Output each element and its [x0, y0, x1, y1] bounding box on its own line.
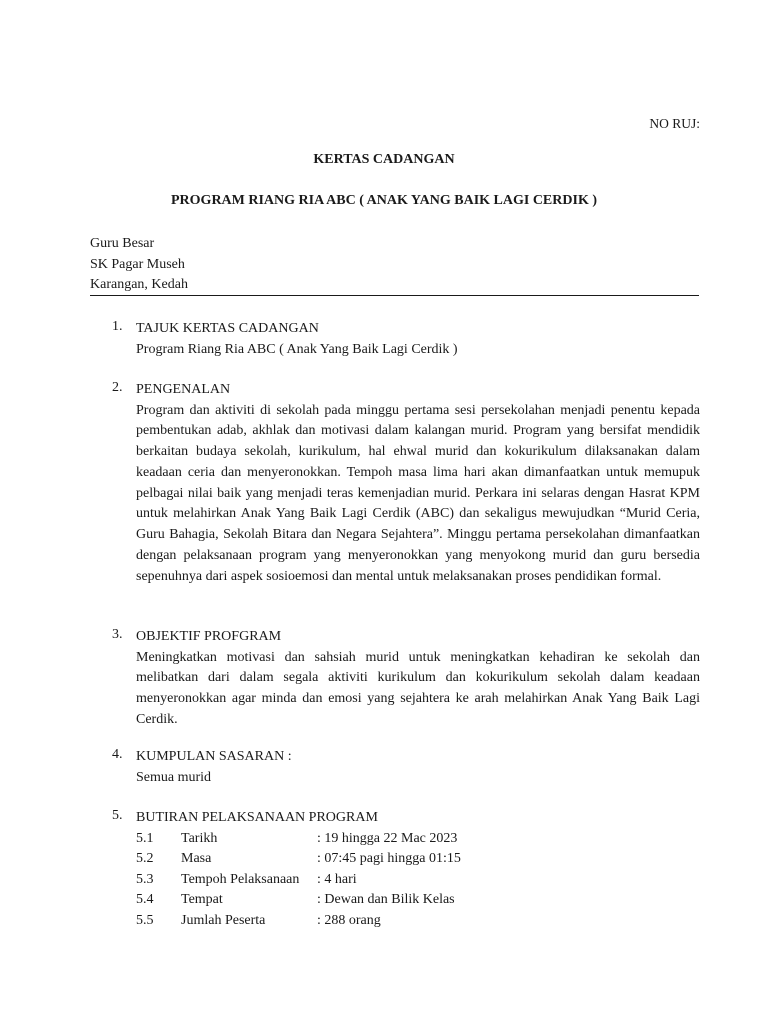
address-line: Guru Besar — [90, 236, 155, 251]
detail-value: : 288 orang — [317, 912, 381, 928]
program-title: PROGRAM RIANG RIA ABC ( ANAK YANG BAIK LAGI CERDIK ) — [171, 193, 597, 208]
section-heading: PENGENALAN — [136, 382, 231, 397]
detail-row-tarikh — [136, 829, 700, 850]
section-tajuk — [112, 319, 700, 360]
section-heading: BUTIRAN PELAKSANAAN PROGRAM — [136, 810, 378, 825]
detail-label: Tempat — [181, 892, 223, 908]
detail-number: 5.1 — [136, 830, 154, 846]
section-body: Program Riang Ria ABC ( Anak Yang Baik Lagi Cerdik ) — [136, 341, 458, 357]
section-number: 3. — [112, 627, 123, 642]
detail-row-tempat — [136, 890, 700, 911]
section-number: 5. — [112, 808, 123, 823]
document-title: KERTAS CADANGAN — [313, 152, 455, 167]
section-body: Meningkatkan motivasi dan sahsiah murid untuk meningkatkan kehadiran ke sekolah dan melibatkan dari dalam segala aktiviti kurikulum dan kokurikulum sekolah dalam keadaan menyeronokkan agar minda dan emosi yang sejahtera ke arah melahirkan Anak Yang Baik Lagi Cerdik. — [136, 649, 700, 727]
detail-value: : 07:45 pagi hingga 01:15 — [317, 851, 461, 867]
section-number: 4. — [112, 747, 123, 762]
section-number: 2. — [112, 380, 123, 395]
detail-number: 5.3 — [136, 871, 154, 887]
section-number: 1. — [112, 319, 123, 334]
section-objektif — [112, 627, 700, 731]
section-body: Semua murid — [136, 769, 212, 785]
detail-value: : 19 hingga 22 Mac 2023 — [317, 830, 458, 846]
detail-number: 5.2 — [136, 851, 154, 867]
details-table — [136, 829, 700, 932]
section-body: Program dan aktiviti di sekolah pada minggu pertama sesi persekolahan menjadi penentu kepada pembentukan adab, akhlak dan motivasi dalam kalangan murid. Program yang bersifat mendidik berkaitan budaya sekolah, kurikulum, hal ehwal murid dan kokurikulum dilaksanakan dalam keadaan ceria dan menyeronokkan. Tempoh masa lima hari akan dimanfaatkan untuk memupuk pelbagai nilai baik yang menjadi teras kemenjadian murid. Perkara ini selaras dengan Hasrat KPM untuk melahirkan Anak Yang Baik Lagi Cerdik (ABC) dan sekaligus mewujudkan “Murid Ceria, Guru Bahagia, Sekolah Bitara dan Negara Sejahtera”. Minggu pertama persekolahan dimanfaatkan dengan pelaksanaan program yang menyeronokkan yang menyokong murid dan guru bersedia sepenuhnya dari aspek sosioemosi dan mental untuk melaksanakan proses pendidikan formal. — [136, 402, 700, 584]
reference-number: NO RUJ: — [649, 116, 700, 131]
section-kumpulan-sasaran — [112, 747, 700, 788]
detail-label: Masa — [181, 851, 212, 867]
divider-line — [90, 295, 699, 296]
detail-value: : Dewan dan Bilik Kelas — [317, 892, 455, 908]
detail-value: : 4 hari — [317, 871, 357, 887]
section-pengenalan — [112, 380, 700, 588]
section-heading: OBJEKTIF PROFGRAM — [136, 629, 282, 644]
detail-row-jumlah-peserta — [136, 911, 700, 932]
detail-number: 5.4 — [136, 892, 154, 908]
detail-label: Tempoh Pelaksanaan — [181, 871, 300, 887]
detail-number: 5.5 — [136, 912, 154, 928]
recipient-address — [90, 234, 188, 296]
address-line: Karangan, Kedah — [90, 277, 188, 292]
section-heading: KUMPULAN SASARAN : — [136, 749, 292, 764]
address-line: SK Pagar Museh — [90, 256, 185, 272]
detail-row-tempoh — [136, 870, 700, 891]
detail-label: Tarikh — [181, 830, 218, 846]
detail-row-masa — [136, 849, 700, 870]
section-heading: TAJUK KERTAS CADANGAN — [136, 321, 319, 336]
detail-label: Jumlah Peserta — [181, 912, 266, 928]
section-butiran — [112, 808, 700, 931]
